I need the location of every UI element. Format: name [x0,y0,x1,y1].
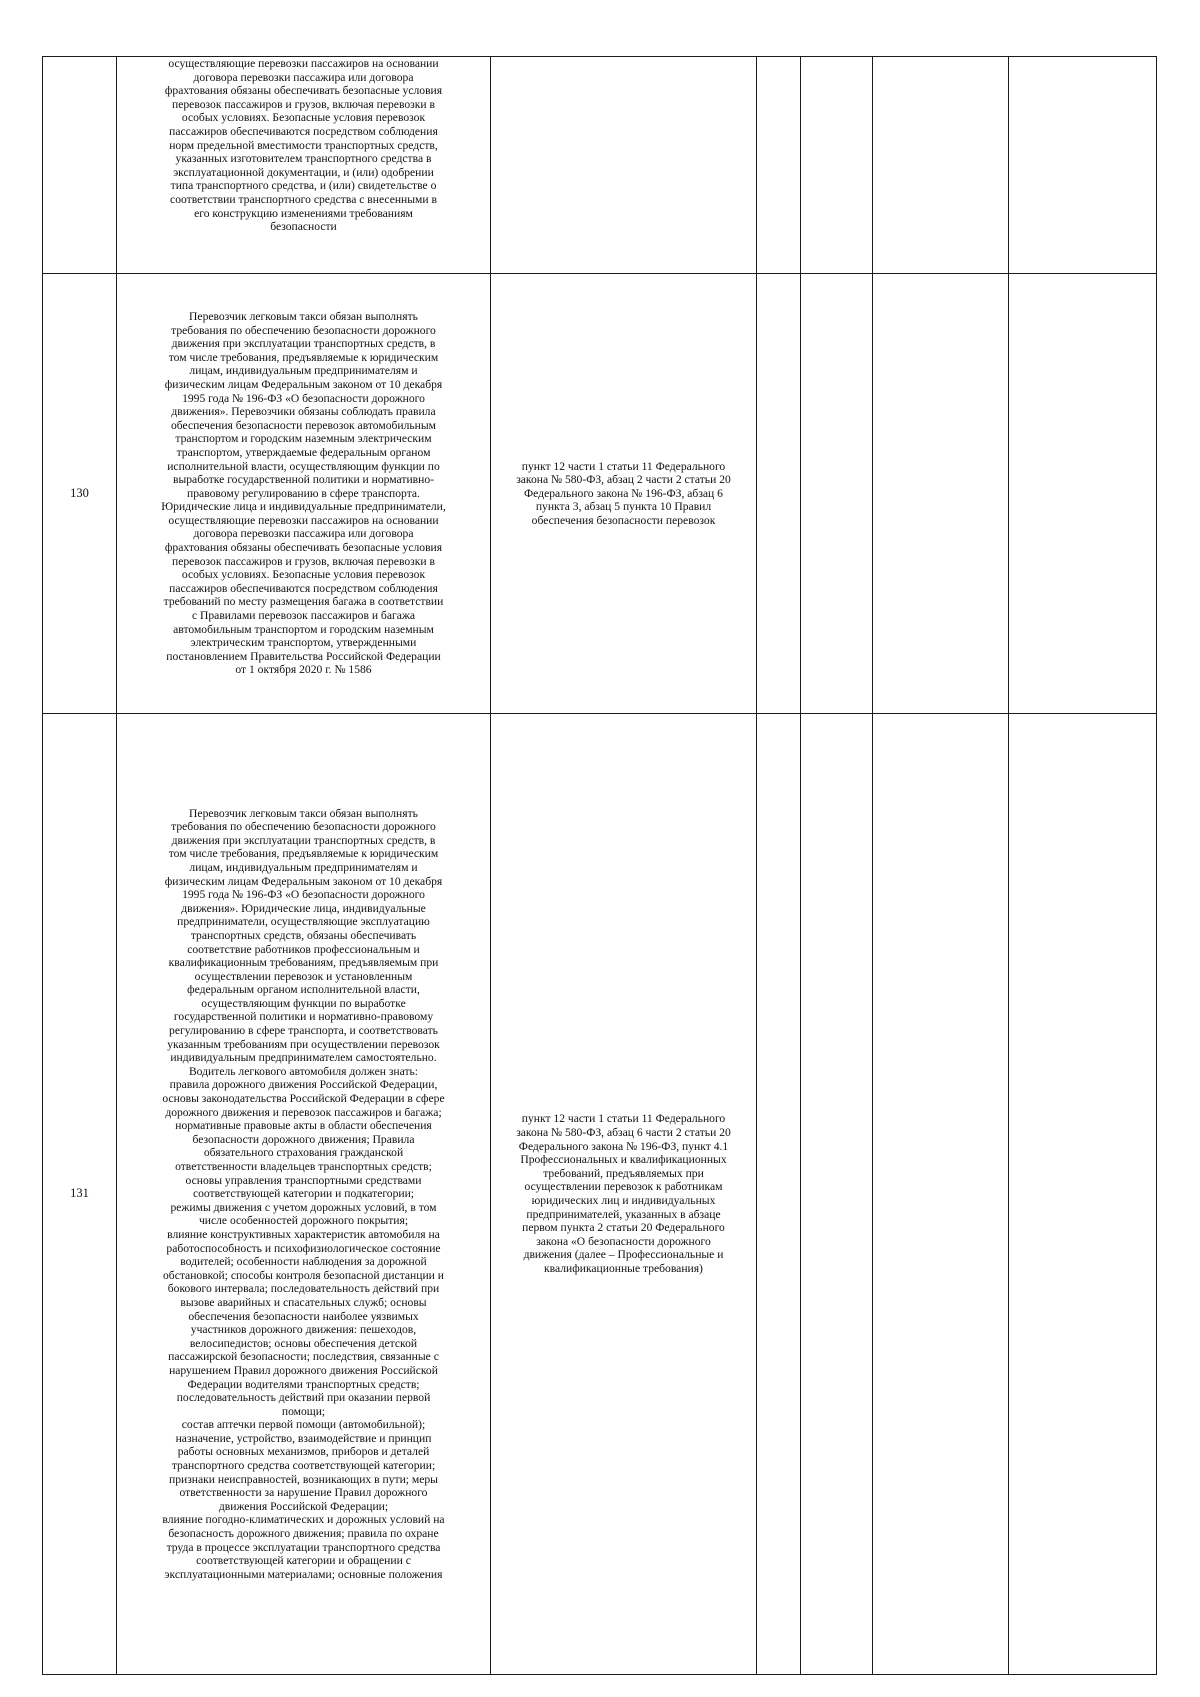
requirement-cell: Перевозчик легковым такси обязан выполнять требования по обеспечению безопасности дорожного движения при эксплуатации транспортных средств, в том числе требования, предъявляемые к юридическим лицам, индивидуальным предпринимателям и физическим лицам Федеральным законом от 10 декабря 1995 года № 196-ФЗ «О безопасности дорожного движения». Юридические лица, индивидуальные предприниматели, осуществляющие эксплуатацию транспортных средств, обязаны обеспечивать соответствие работников профессиональным и квалификационным требованиям, предъявляемым при осуществлении перевозок и установленным федеральным органом исполнительной власти, осуществляющим функции по выработке государственной политики и нормативно-правовому регулированию в сфере транспорта, и соответствовать указанным требованиям при осуществлении перевозок индивидуальным предпринимателем самостоятельно. Водитель легкового автомобиля должен знать: правила дорожного движения Российской Федерации, основы законодательства Российской Федерации в сфере дорожного движения и перевозок пассажиров и багажа; нормативные правовые акты в области обеспечения безопасности дорожного движения; Правила обязательного страхования гражданской ответственности владельцев транспортных средств; основы управления транспортными средствами соответствующей категории и подкатегории; режимы движения с учетом дорожных условий, в том числе особенностей дорожного покрытия; влияние конструктивных характеристик автомобиля на работоспособность и психофизиологическое состояние водителей; особенности наблюдения за дорожной обстановкой; способы контроля безопасной дистанции и бокового интервала; последовательность действий при вызове аварийных и спасательных служб; основы обеспечения безопасности наиболее уязвимых участников дорожного движения: пешеходов, велосипедистов; основы обеспечения детской пассажирской безопасности; последствия, связанные с нарушением Правил дорожного движения Российской Федерации водителями транспортных средств; последовательность действий при оказании первой помощи; состав аптечки первой помощи (автомобильной); назначение, устройство, взаимодействие и принцип работы основных механизмов, приборов и деталей транспортного средства соответствующей категории; признаки неисправностей, возникающих в пути; меры ответственности за нарушение Правил дорожного движения Российской Федерации; влияние погодно-климатических и дорожных условий на безопасность дорожного движения; правила по охране труда в процессе эксплуатации транспортного средства соответствующей категории и обращении с эксплуатационными материалами; основные положения [117,714,491,1675]
table-row [43,274,1157,714]
document-page [42,56,1157,1675]
legal-reference-cell: пункт 12 части 1 статьи 11 Федерального закона № 580-ФЗ, абзац 6 части 2 статьи 20 Федерального закона № 196-ФЗ, пункт 4.1 Профессиональных и квалификационных требований, предъявляемых при осуществлении перевозок к работникам юридических лиц и индивидуальных предпринимателей, указанных в абзаце первом пункта 2 статьи 20 Федерального закона «О безопасности дорожного движения (далее – Профессиональные и квалификационные требования) [491,714,757,1675]
empty-cell [873,57,1009,274]
requirement-cell: Перевозчик легковым такси обязан выполнять требования по обеспечению безопасности дорожного движения при эксплуатации транспортных средств, в том числе требования, предъявляемые к юридическим лицам, индивидуальным предпринимателям и физическим лицам Федеральным законом от 10 декабря 1995 года № 196-ФЗ «О безопасности дорожного движения». Перевозчики обязаны соблюдать правила обеспечения безопасности перевозок автомобильным транспортом и городским наземным электрическим транспортом, утверждаемые федеральным органом исполнительной власти, осуществляющим функции по выработке государственной политики и нормативно- правовому регулированию в сфере транспорта. Юридические лица и индивидуальные предприниматели, осуществляющие перевозки пассажиров на основании договора перевозки пассажира или договора фрахтования обязаны обеспечивать безопасные условия перевозок пассажиров и грузов, включая перевозки в особых условиях. Безопасные условия перевозок пассажиров обеспечиваются посредством соблюдения требований по месту размещения багажа в соответствии с Правилами перевозок пассажиров и багажа автомобильным транспортом и городским наземным электрическим транспортом, утвержденными постановлением Правительства Российской Федерации от 1 октября 2020 г. № 1586 [117,274,491,714]
row-number-cell: 131 [43,714,117,1675]
row-number-cell [43,57,117,274]
requirement-cell: осуществляющие перевозки пассажиров на основании договора перевозки пассажира или договора фрахтования обязаны обеспечивать безопасные условия перевозок пассажиров и грузов, включая перевозки в особых условиях. Безопасные условия перевозок пассажиров обеспечиваются посредством соблюдения норм предельной вместимости транспортных средств, указанных изготовителем транспортного средства в эксплуатационной документации, и (или) одобрении типа транспортного средства, и (или) свидетельстве о соответствии транспортного средства с внесенными в его конструкцию изменениями требованиям безопасности [117,57,491,274]
empty-cell [757,714,801,1675]
table-row [43,57,1157,274]
empty-cell [1009,274,1157,714]
empty-cell [801,274,873,714]
row-number-cell: 130 [43,274,117,714]
empty-cell [757,57,801,274]
empty-cell [873,714,1009,1675]
empty-cell [801,57,873,274]
requirements-table [42,56,1157,1675]
empty-cell [801,714,873,1675]
empty-cell [1009,57,1157,274]
legal-reference-cell [491,57,757,274]
legal-reference-cell: пункт 12 части 1 статьи 11 Федерального закона № 580-ФЗ, абзац 2 части 2 статьи 20 Федерального закона № 196-ФЗ, абзац 6 пункта 3, абзац 5 пункта 10 Правил обеспечения безопасности перевозок [491,274,757,714]
empty-cell [1009,714,1157,1675]
empty-cell [757,274,801,714]
table-row [43,714,1157,1675]
empty-cell [873,274,1009,714]
